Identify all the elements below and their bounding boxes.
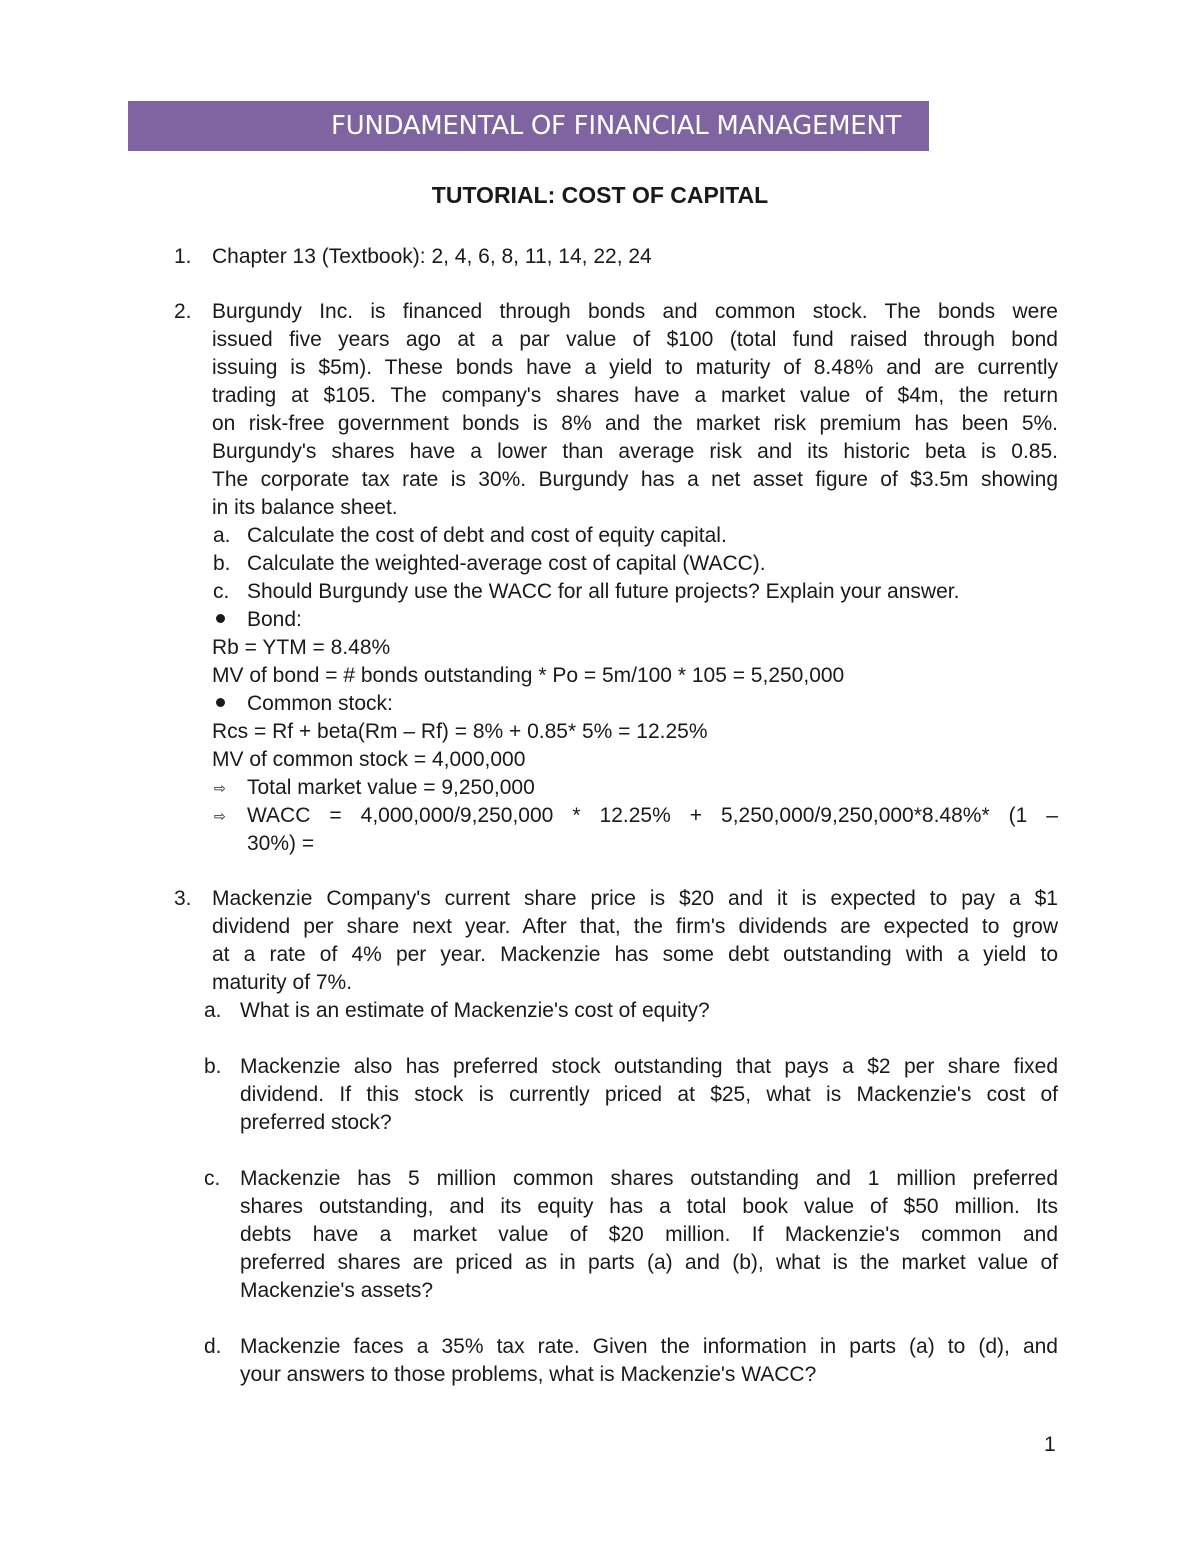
q3-part-label: a. — [204, 999, 222, 1022]
header-banner: FUNDAMENTAL OF FINANCIAL MANAGEMENT — [128, 101, 929, 151]
q3-part-text: Mackenzie has 5 million common shares outstanding and 1 million preferred — [240, 1167, 1058, 1190]
wacc-formula-cont: 30%) = — [247, 832, 315, 855]
q3-line: at a rate of 4% per year. Mackenzie has some debt outstanding with a yield to — [212, 943, 1058, 966]
q2-line: issued five years ago at a par value of $100 (total fund raised through bond — [212, 328, 1058, 351]
q3-part-text: debts have a market value of $20 million. If Mackenzie's common and — [240, 1223, 1058, 1246]
q2-part-label: a. — [213, 524, 231, 547]
arrow-right-icon: ⇨ — [214, 780, 226, 796]
arrow-right-icon: ⇨ — [214, 808, 226, 824]
q2-line: issuing is $5m). These bonds have a yield to maturity of 8.48% and are currently — [212, 356, 1058, 379]
q2-part-label: c. — [213, 580, 230, 603]
wacc-formula: WACC = 4,000,000/9,250,000 * 12.25% + 5,250,000/9,250,000*8.48%* (1 – — [247, 804, 1058, 827]
bullet-icon — [216, 698, 225, 707]
total-mv: Total market value = 9,250,000 — [247, 776, 535, 799]
q3-part-text: Mackenzie faces a 35% tax rate. Given the information in parts (a) to (d), and — [240, 1335, 1058, 1358]
page-title: TUTORIAL: COST OF CAPITAL — [431, 182, 769, 208]
q2-part-label: b. — [213, 552, 231, 575]
q3-part-text: shares outstanding, and its equity has a total book value of $50 million. Its — [240, 1195, 1058, 1218]
q1-number: 1. — [174, 245, 192, 268]
q3-part-text: preferred shares are priced as in parts (a) and (b), what is the market value of — [240, 1251, 1058, 1274]
q2-line: The corporate tax rate is 30%. Burgundy has a net asset figure of $3.5m showing — [212, 468, 1058, 491]
q3-part-text: What is an estimate of Mackenzie's cost of equity? — [240, 999, 710, 1022]
q3-part-label: d. — [204, 1335, 222, 1358]
rb-formula: Rb = YTM = 8.48% — [212, 636, 391, 659]
stock-heading: Common stock: — [247, 692, 393, 715]
bond-heading: Bond: — [247, 608, 302, 631]
rcs-formula: Rcs = Rf + beta(Rm – Rf) = 8% + 0.85* 5% = 12.25% — [212, 720, 708, 743]
q3-part-text: Mackenzie's assets? — [240, 1279, 434, 1302]
q3-line: dividend per share next year. After that, the firm's dividends are expected to grow — [212, 915, 1058, 938]
q2-line: in its balance sheet. — [212, 496, 398, 519]
q3-part-label: b. — [204, 1055, 222, 1078]
q2-line: on risk-free government bonds is 8% and the market risk premium has been 5%. — [212, 412, 1058, 435]
q3-part-text: dividend. If this stock is currently priced at $25, what is Mackenzie's cost of — [240, 1083, 1058, 1106]
q3-part-label: c. — [204, 1167, 221, 1190]
q2-line: trading at $105. The company's shares have a market value of $4m, the return — [212, 384, 1058, 407]
q3-part-text: Mackenzie also has preferred stock outstanding that pays a $2 per share fixed — [240, 1055, 1058, 1078]
q2-line: Burgundy Inc. is financed through bonds and common stock. The bonds were — [212, 300, 1058, 323]
q3-number: 3. — [174, 887, 192, 910]
mv-bond-formula: MV of bond = # bonds outstanding * Po = 5m/100 * 105 = 5,250,000 — [212, 664, 845, 687]
q3-line: Mackenzie Company's current share price is $20 and it is expected to pay a $1 — [212, 887, 1058, 910]
q2-part-text: Should Burgundy use the WACC for all future projects? Explain your answer. — [247, 580, 960, 603]
q2-number: 2. — [174, 300, 192, 323]
page-number: 1 — [1044, 1433, 1056, 1456]
q1-text: Chapter 13 (Textbook): 2, 4, 6, 8, 11, 14, 22, 24 — [212, 245, 652, 268]
q2-part-text: Calculate the weighted-average cost of capital (WACC). — [247, 552, 766, 575]
mv-stock-formula: MV of common stock = 4,000,000 — [212, 748, 526, 771]
q3-part-text: preferred stock? — [240, 1111, 392, 1134]
q3-part-text: your answers to those problems, what is Mackenzie's WACC? — [240, 1363, 817, 1386]
q3-line: maturity of 7%. — [212, 971, 353, 994]
bullet-icon — [216, 614, 225, 623]
q2-part-text: Calculate the cost of debt and cost of equity capital. — [247, 524, 727, 547]
q2-line: Burgundy's shares have a lower than average risk and its historic beta is 0.85. — [212, 440, 1058, 463]
